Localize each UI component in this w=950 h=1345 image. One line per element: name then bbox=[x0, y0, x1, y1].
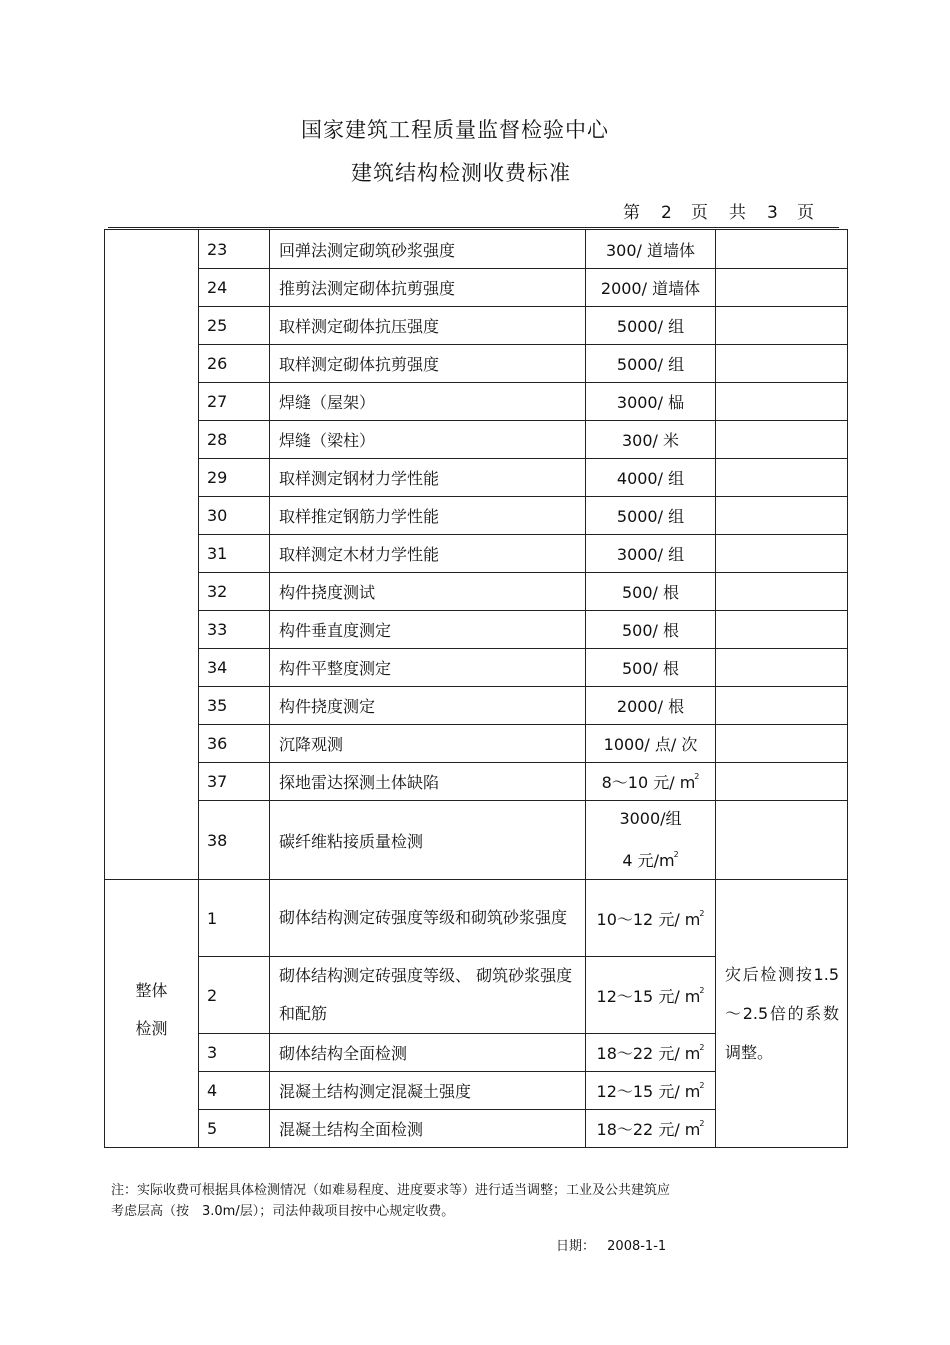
unit-superscript: 2 bbox=[699, 1119, 705, 1128]
item-number: 37 bbox=[199, 763, 270, 801]
category-cell-empty bbox=[105, 230, 199, 880]
price-cell bbox=[586, 649, 716, 687]
item-name: 砌体结构测定砖强度等级、 砌筑砂浆强度和配筋 bbox=[270, 957, 586, 1034]
price-cell bbox=[586, 535, 716, 573]
header-rule bbox=[108, 227, 839, 228]
price-text: 2000/ 根 bbox=[616, 697, 685, 716]
item-name: 沉降观测 bbox=[270, 725, 586, 763]
remark-cell bbox=[716, 383, 848, 421]
price-cell bbox=[586, 421, 716, 459]
unit-superscript: 2 bbox=[699, 908, 705, 918]
remark-cell bbox=[716, 725, 848, 763]
table-row bbox=[105, 421, 848, 459]
item-number: 25 bbox=[199, 307, 270, 345]
item-number: 33 bbox=[199, 611, 270, 649]
price-cell bbox=[586, 763, 716, 801]
item-number: 36 bbox=[199, 725, 270, 763]
price-cell bbox=[586, 1110, 716, 1148]
item-number: 28 bbox=[199, 421, 270, 459]
price-cell bbox=[586, 383, 716, 421]
price-cell bbox=[586, 611, 716, 649]
table-row bbox=[105, 307, 848, 345]
price-text: 5000/ 组 bbox=[616, 355, 685, 374]
price-text: 500/ 根 bbox=[621, 621, 680, 640]
price-text: 10～12 元/ m bbox=[596, 909, 701, 929]
item-name: 推剪法测定砌体抗剪强度 bbox=[270, 269, 586, 307]
page-current: 2 bbox=[661, 203, 672, 223]
item-name: 混凝土结构全面检测 bbox=[270, 1110, 586, 1148]
item-name: 构件垂直度测定 bbox=[270, 611, 586, 649]
price-cell bbox=[586, 1072, 716, 1110]
remark-cell bbox=[716, 649, 848, 687]
remark-cell bbox=[716, 459, 848, 497]
price-text: 3000/ 榀 bbox=[616, 393, 685, 412]
item-number: 26 bbox=[199, 345, 270, 383]
page-total-prefix: 共 bbox=[729, 203, 746, 223]
price-text: 18～22 元/ m bbox=[596, 1120, 701, 1139]
item-name: 碳纤维粘接质量检测 bbox=[270, 801, 586, 880]
page-suffix: 页 bbox=[797, 203, 814, 223]
footnote bbox=[111, 1180, 811, 1222]
category-label: 整体检测 bbox=[135, 980, 168, 1038]
price-text: 4000/ 组 bbox=[616, 469, 685, 488]
remark-cell bbox=[716, 497, 848, 535]
price-text: 4 元/m bbox=[622, 851, 675, 870]
price-text: 5000/ 组 bbox=[616, 317, 685, 336]
price-text: 12～15 元/ m bbox=[596, 1082, 701, 1101]
item-name: 砌体结构测定砖强度等级和砌筑砂浆强度 bbox=[270, 880, 586, 957]
table-row bbox=[105, 725, 848, 763]
document-title: 国家建筑工程质量监督检验中心 bbox=[301, 118, 609, 142]
date-value: 2008-1-1 bbox=[607, 1239, 667, 1254]
price-text: 500/ 根 bbox=[621, 659, 680, 678]
item-number: 29 bbox=[199, 459, 270, 497]
item-name: 取样测定木材力学性能 bbox=[270, 535, 586, 573]
price-cell bbox=[586, 1034, 716, 1072]
price-cell bbox=[586, 230, 716, 269]
unit-superscript: 2 bbox=[694, 772, 700, 781]
table-row bbox=[105, 687, 848, 725]
item-name: 回弹法测定砌筑砂浆强度 bbox=[270, 230, 586, 269]
remark-cell bbox=[716, 611, 848, 649]
item-name: 焊缝（梁柱） bbox=[270, 421, 586, 459]
item-name: 构件挠度测定 bbox=[270, 687, 586, 725]
price-text: 5000/ 组 bbox=[616, 507, 685, 526]
item-name: 取样测定砌体抗压强度 bbox=[270, 307, 586, 345]
price-cell bbox=[586, 725, 716, 763]
remark-cell bbox=[716, 230, 848, 269]
item-number: 30 bbox=[199, 497, 270, 535]
footnote-line-1: 注：实际收费可根据具体检测情况（如难易程度、进度要求等）进行适当调整；工业及公共建筑应 bbox=[111, 1183, 671, 1198]
table-row bbox=[105, 383, 848, 421]
price-text: 18～22 元/ m bbox=[596, 1044, 701, 1063]
price-cell bbox=[586, 307, 716, 345]
price-text: 300/ 道墙体 bbox=[605, 240, 696, 260]
price-text: 1000/ 点/ 次 bbox=[603, 735, 698, 754]
price-cell bbox=[586, 573, 716, 611]
table-row bbox=[105, 880, 848, 957]
remark-cell bbox=[716, 345, 848, 383]
item-number: 32 bbox=[199, 573, 270, 611]
unit-superscript: 2 bbox=[699, 1043, 705, 1052]
price-line-2 bbox=[586, 837, 715, 879]
item-number: 27 bbox=[199, 383, 270, 421]
price-text: 3000/ 组 bbox=[616, 545, 685, 564]
footnote-line-2: 考虑层高（按 3.0m/层）；司法仲裁项目按中心规定收费。 bbox=[111, 1204, 455, 1219]
price-cell bbox=[586, 880, 716, 957]
item-name: 砌体结构全面检测 bbox=[270, 1034, 586, 1072]
table-row bbox=[105, 497, 848, 535]
item-number: 1 bbox=[199, 880, 270, 957]
page-total: 3 bbox=[767, 203, 778, 223]
item-name: 构件平整度测定 bbox=[270, 649, 586, 687]
table-row bbox=[105, 269, 848, 307]
price-cell bbox=[586, 801, 716, 880]
document-subtitle: 建筑结构检测收费标准 bbox=[351, 161, 571, 185]
item-number: 3 bbox=[199, 1034, 270, 1072]
item-name: 取样推定钢筋力学性能 bbox=[270, 497, 586, 535]
remark-cell bbox=[716, 307, 848, 345]
table-row bbox=[105, 345, 848, 383]
price-cell bbox=[586, 269, 716, 307]
table-row bbox=[105, 230, 848, 269]
page-mid: 页 bbox=[691, 203, 708, 223]
table-row bbox=[105, 649, 848, 687]
price-cell bbox=[586, 497, 716, 535]
table-row bbox=[105, 763, 848, 801]
fee-table bbox=[104, 229, 848, 1148]
item-number: 34 bbox=[199, 649, 270, 687]
item-name: 取样测定钢材力学性能 bbox=[270, 459, 586, 497]
remark-cell bbox=[716, 573, 848, 611]
item-number: 35 bbox=[199, 687, 270, 725]
table-row bbox=[105, 801, 848, 880]
price-cell bbox=[586, 687, 716, 725]
item-name: 混凝土结构测定混凝土强度 bbox=[270, 1072, 586, 1110]
item-name: 焊缝（屋架） bbox=[270, 383, 586, 421]
page-prefix: 第 bbox=[623, 203, 640, 223]
unit-superscript: 2 bbox=[699, 985, 705, 995]
document-date bbox=[556, 1235, 666, 1254]
page-indicator bbox=[623, 198, 814, 223]
remark-cell bbox=[716, 535, 848, 573]
item-number: 23 bbox=[199, 230, 270, 269]
price-text: 8～10 元/ m bbox=[601, 773, 696, 792]
table-row bbox=[105, 573, 848, 611]
price-cell bbox=[586, 459, 716, 497]
price-line-1: 3000/组 bbox=[619, 809, 682, 828]
item-number: 38 bbox=[199, 801, 270, 880]
unit-superscript: 2 bbox=[673, 850, 679, 859]
fee-table-section-one bbox=[105, 230, 848, 880]
price-text: 500/ 根 bbox=[621, 583, 680, 602]
category-cell bbox=[105, 880, 199, 1148]
table-row bbox=[105, 535, 848, 573]
item-name: 探地雷达探测土体缺陷 bbox=[270, 763, 586, 801]
remark-cell: 灾后检测按1.5～2.5倍的系数调整。 bbox=[716, 880, 848, 1148]
remark-cell bbox=[716, 687, 848, 725]
table-row bbox=[105, 611, 848, 649]
price-text: 12～15 元/ m bbox=[596, 986, 701, 1006]
fee-table-section-two bbox=[105, 880, 848, 1148]
item-name: 取样测定砌体抗剪强度 bbox=[270, 345, 586, 383]
unit-superscript: 2 bbox=[699, 1081, 705, 1090]
item-number: 31 bbox=[199, 535, 270, 573]
table-row bbox=[105, 459, 848, 497]
remark-cell bbox=[716, 421, 848, 459]
price-text: 300/ 米 bbox=[621, 431, 680, 450]
remark-cell bbox=[716, 801, 848, 880]
price-cell bbox=[586, 957, 716, 1034]
item-number: 4 bbox=[199, 1072, 270, 1110]
item-number: 5 bbox=[199, 1110, 270, 1148]
item-number: 24 bbox=[199, 269, 270, 307]
price-text: 2000/ 道墙体 bbox=[600, 279, 701, 298]
item-number: 2 bbox=[199, 957, 270, 1034]
remark-cell bbox=[716, 269, 848, 307]
date-label: 日期： bbox=[556, 1239, 596, 1254]
remark-cell bbox=[716, 763, 848, 801]
price-cell bbox=[586, 345, 716, 383]
item-name: 构件挠度测试 bbox=[270, 573, 586, 611]
